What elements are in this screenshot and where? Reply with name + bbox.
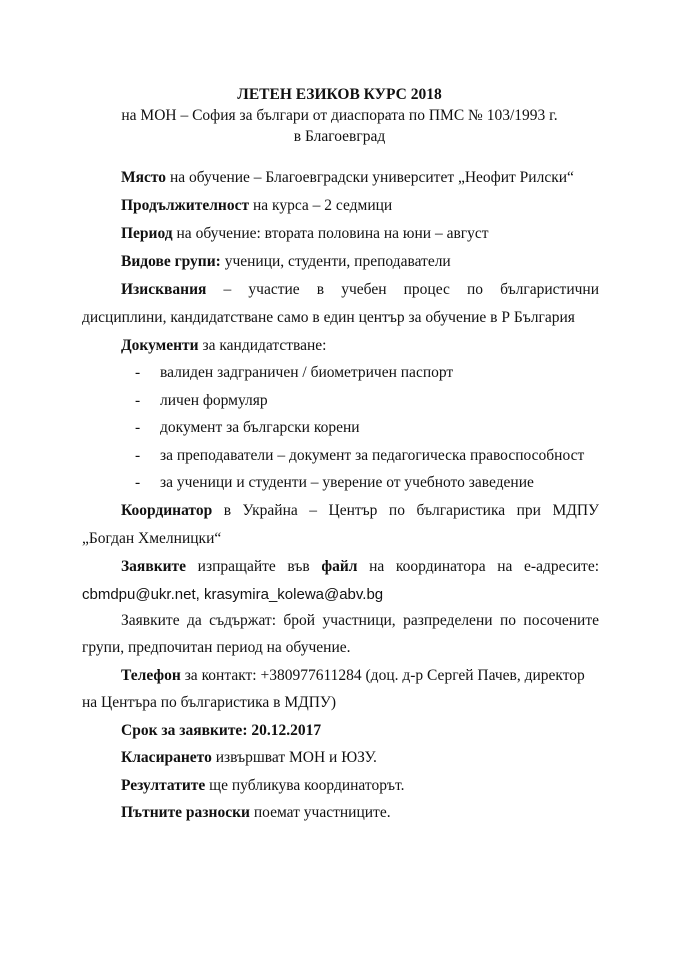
- requirements-text-1: – участие в учебен процес по българистични: [206, 281, 599, 298]
- travel-label: Пътните разноски: [121, 804, 250, 821]
- place-text: на обучение – Благоевградски университет „Неофит Рилски“: [166, 169, 574, 186]
- results-label: Резултатите: [121, 777, 206, 794]
- deadline-line: [121, 721, 321, 741]
- list-item-text: документ за български корени: [160, 419, 360, 436]
- period-label: Период: [121, 225, 173, 242]
- dash-marker: -: [135, 392, 141, 409]
- applications-emails: cbmdpu@ukr.net, krasymira_kolewa@abv.bg: [82, 586, 384, 603]
- coordinator-line-2: „Богдан Хмелницки“: [82, 530, 222, 547]
- list-item-text: личен формуляр: [160, 392, 268, 409]
- content-line-1: Заявките да съдържат: брой участници, разпределени по посочените: [121, 612, 599, 629]
- period-line: [121, 224, 489, 244]
- duration-text: на курса – 2 седмици: [249, 197, 393, 214]
- coordinator-line-1: [121, 501, 599, 521]
- coordinator-text-1: в Украйна – Център по българистика при МДПУ: [212, 502, 599, 519]
- duration-line: [121, 196, 392, 216]
- travel-text: поемат участниците.: [249, 804, 391, 821]
- dash-marker: -: [135, 447, 141, 464]
- place-label: Място: [121, 169, 167, 186]
- document-header: [0, 84, 679, 147]
- documents-label: Документи: [121, 337, 199, 354]
- document-location: в Благоевград: [293, 128, 386, 145]
- requirements-line-2: дисциплини, кандидатстване само в един център за обучение в Р България: [82, 309, 575, 326]
- applications-text-a: изпращайте във: [186, 558, 322, 575]
- place-line: [121, 168, 574, 188]
- list-item-text: валиден задграничен / биометричен паспорт: [160, 364, 454, 381]
- phone-text-1: за контакт: +380977611284 (доц. д-р Сергей Пачев, директор: [180, 667, 585, 684]
- ranking-text: извършват МОН и ЮЗУ.: [211, 749, 377, 766]
- file-word: файл: [321, 558, 358, 575]
- coordinator-label: Координатор: [121, 502, 213, 519]
- requirements-label: Изисквания: [121, 281, 207, 298]
- ranking-line: [121, 748, 377, 768]
- results-line: [121, 776, 404, 796]
- results-text: ще публикува координаторът.: [205, 777, 405, 794]
- applications-line-1: [121, 557, 599, 577]
- list-item-text: за преподаватели – документ за педагогическа правоспособност: [160, 447, 585, 464]
- groups-label: Видове групи:: [121, 253, 221, 270]
- period-text: на обучение: втората половина на юни – август: [172, 225, 489, 242]
- ranking-label: Класирането: [121, 749, 212, 766]
- dash-marker: -: [135, 474, 141, 491]
- applications-label: Заявките: [121, 558, 187, 575]
- travel-line: [121, 803, 391, 823]
- requirements-line-1: [121, 280, 599, 300]
- dash-marker: -: [135, 419, 141, 436]
- duration-label: Продължителност: [121, 197, 250, 214]
- document-subtitle: на МОН – София за българи от диаспората по ПМС № 103/1993 г.: [121, 107, 558, 124]
- groups-text: ученици, студенти, преподаватели: [220, 253, 451, 270]
- phone-line-1: [121, 666, 585, 686]
- documents-text: за кандидатстване:: [198, 337, 327, 354]
- deadline-label: Срок за заявките: 20.12.2017: [121, 722, 322, 739]
- phone-line-2: на Центъра по българистика в МДПУ): [82, 694, 337, 711]
- groups-line: [121, 252, 451, 272]
- documents-line: [121, 336, 326, 356]
- content-line-2: групи, предпочитан период на обучение.: [82, 639, 351, 656]
- phone-label: Телефон: [121, 667, 181, 684]
- list-item-text: за ученици и студенти – уверение от учебното заведение: [160, 474, 534, 491]
- dash-marker: -: [135, 364, 141, 381]
- document-title: ЛЕТЕН ЕЗИКОВ КУРС 2018: [237, 86, 442, 103]
- applications-text-b: на координатора на е-адресите:: [357, 558, 600, 575]
